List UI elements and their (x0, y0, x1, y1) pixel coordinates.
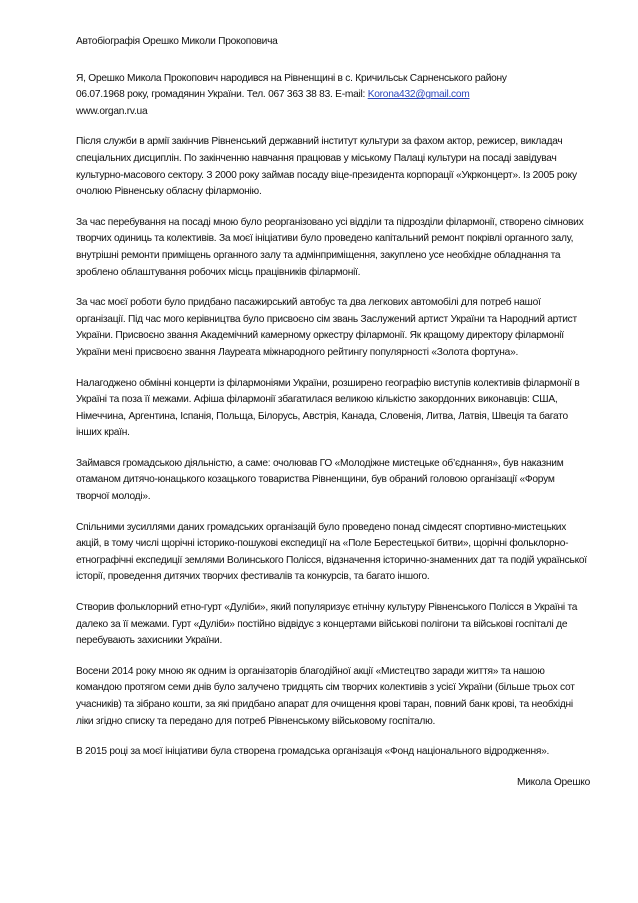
email-link[interactable]: Korona432@gmail.com (367, 89, 470, 101)
paragraph-reorganization: За час перебування на посаді мною було реорганізовано усі відділи та підрозділи філармонії, створено сімнових творчих одиниць та колективів. За моєї ініціативи було проведено капітальний ремонт покрівлі органного залу, внутрішні ремонти приміщень органного залу та адмінприміщення, закуплено усе необхідне обладнання та зроблено облаштування робочих місць працівників філармонії. (76, 216, 584, 278)
intro-contacts-text: 06.07.1968 року, громадянин України. Тел. 067 363 38 83. E-mail: (76, 89, 368, 101)
document-page (76, 34, 590, 791)
document-title: Автобіографія Орешко Миколи Прокоповича (76, 36, 278, 47)
paragraph-charity: Восени 2014 року мною як одним із організаторів благодійної акції «Мистецтво заради життя» та нашою командою протягом семи днів було залучено тридцять сім творчих колективів з усієї України (більше трьох сот учасників) та зібрано кошти, за які придбано апарат для очищення крові таран, повний банк крові, та необхідні ліки згідно списку та передано для потреб Рівненському військовому госпіталю. (76, 665, 575, 727)
intro-line-contacts (76, 89, 470, 100)
paragraph-public-activity: Займався громадською діяльністю, а саме: очолював ГО «Молодіжне мистецьке об’єднання», був наказним отаманом дитячо-юнацького козацького товариства Рівненщини, був обраний головою організації «Форум творчої молоді». (76, 457, 564, 503)
paragraph-concerts: Налагоджено обмінні концерти із філармоніями України, розширено географію виступів колективів філармонії в Україні та поза її межами. Афіша філармонії збагатилася великою кількістю закордонних виконавців: США, Німеччина, Аргентина, Іспанія, Польща, Білорусь, Австрія, Канада, Словенія, Литва, Латвія, Швеція та багато інших країн. (76, 377, 580, 439)
paragraph-foundation: В 2015 році за моєї ініціативи була створена громадська організація «Фонд національного відродження». (76, 746, 550, 758)
intro-line-birth: Я, Орешко Микола Прокопович народився на Рівненщині в с. Кричильськ Сарненського району (76, 72, 507, 84)
intro-paragraph (76, 71, 590, 121)
paragraph-ethno-group: Створив фольклорний етно-гурт «Дуліби», який популяризує етнічну культуру Рівненського Полісся в Україні та далеко за її межами. Гурт «Дуліби» постійно відвідує з концертами військові полігони та військові госпіталі де перебувають захисники України. (76, 602, 578, 647)
paragraph-education: Після служби в армії закінчив Рівненський державний інститут культури за фахом актор, режисер, викладач спеціальних дисциплін. По закінченню навчання працював у міському Палаці культури на посаді завідувач культурно-масового сектору. З 2000 року займав посаду віце-президента корпорації «Укрконцерт». Із 2005 року очолюю Рівненську обласну філармонію. (76, 136, 577, 198)
paragraph-achievements: За час моєї роботи було придбано пасажирський автобус та два легкових автомобілі для потреб нашої організації. Під час мого керівництва було присвоєно сім звань Заслужений артист України та Народний артист України. Присвоєно звання Академічний камерному оркестру філармонії. Як кращому директору філармонії України мені присвоєно звання Лауреата міжнародного рейтингу популярності «Золота фортуна». (76, 297, 577, 358)
paragraph-joint-actions: Спільними зусиллями даних громадських організацій було проведено понад сімдесят спортивно-мистецьких акцій, в тому числі щорічні історико-пошукові експедиції на «Поле Берестецької битви», щорічні фольклорно-етнографічні експедиції землями Волинського Полісся, відзначення історично-знаменних дат та подій української історії, проведення дитячих творчих фестивалів та конкурсів, та багато іншого. (76, 521, 587, 583)
signature: Микола Орешко (516, 776, 590, 788)
website-text: www.organ.rv.ua (76, 105, 148, 117)
